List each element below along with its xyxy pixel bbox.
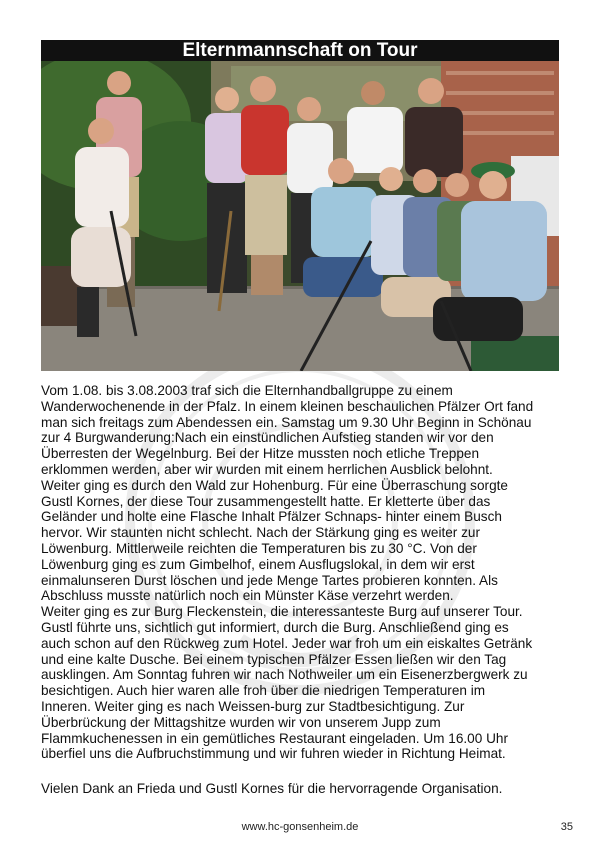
article-line: Vom 1.08. bis 3.08.2003 traf sich die Elternhandballgruppe zu einem: [41, 383, 453, 398]
page-number: 35: [560, 821, 573, 833]
article-line: Gustl Kornes, der diese Tour zusammengestellt hatte. Er kletterte über das: [41, 493, 491, 509]
article-line: einmalunseren Durst löschen und jede Menge Tartes probieren konnten. Als: [41, 572, 498, 588]
page-title: Elternmannschaft on Tour: [41, 40, 559, 61]
article-line: Gustl führte uns, sichtlich gut informiert, durch die Burg. Anschließend ging es: [41, 619, 509, 635]
footer-website-url: www.hc-gonsenheim.de: [241, 821, 359, 833]
article-line: erklommen werden, aber wir wurden mit einem herrlichen Ausblick belohnt.: [41, 461, 493, 477]
article-line: und eine kalte Dusche. Bei einem typischen Pfälzer Essen ließen wir den Tag: [41, 651, 507, 667]
article-line: Inneren. Weiter ging es nach Weissen-burg zur Stadtbesichtigung. Zur: [41, 698, 465, 714]
article-line: überfiel uns die Aufbruchstimmung und wir fuhren wieder in Richtung Heimat.: [41, 746, 506, 762]
article-line: Geländer und holte eine Flasche Inhalt Pfälzer Schnaps- hinter einem Busch: [41, 509, 502, 525]
article-line: Löwenburg ging es zum Gimbelhof, einem Ausflugslokal, in dem wir erst: [41, 556, 475, 572]
article-line: Weiter ging es durch den Wald zur Hohenburg. Für eine Überraschung sorgte: [41, 477, 508, 493]
article-line: Weiter ging es zur Burg Fleckenstein, die interessanteste Burg auf unserer Tour.: [41, 604, 523, 620]
article-line: Löwenburg. Mittlerweile reichten die Temperaturen bis zu 30 °C. Von der: [41, 540, 477, 556]
group-photo: [41, 61, 559, 371]
article-line: zur 4 Burgwanderung:Nach ein einstündlichen Aufstieg standen wir vor den: [41, 430, 494, 446]
article-line: ausklingen. Am Sonntag fuhren wir nach Nothweiler um ein Eisenerzbergwerk zu: [41, 667, 528, 683]
article-line: Überresten der Wegelnburg. Bei der Hitze mussten noch etliche Treppen: [41, 446, 480, 462]
article-line: Flammkuchenessen in ein gemütliches Restaurant eingeladen. Um 16.00 Uhr: [41, 730, 508, 746]
article-line: man sich freitags zum Abendessen ein. Samstag um 9.30 Uhr Beginn in Schönau: [41, 414, 532, 430]
article-body: [41, 383, 566, 762]
article-line: Überbrückung der Mittagshitze wurden wir von unserem Jupp zum: [41, 714, 441, 730]
article-line: Abschluss musste natürlich noch ein Münster Käse verzehrt werden.: [41, 588, 454, 604]
thanks-paragraph: Vielen Dank an Frieda und Gustl Kornes für die hervorragende Organisation.: [41, 781, 503, 796]
article-line: auch schon auf den Rückweg zum Hotel. Jeder war froh um ein eiskaltes Getränk: [41, 635, 533, 651]
article-line: besichtigen. Auch hier waren alle froh über die niedrigen Temperaturen im: [41, 683, 486, 699]
article-line: hervor. Wir staunten nicht schlecht. Nach der Stärkung ging es weiter zur: [41, 525, 480, 541]
article-line: Wanderwochenende in der Pfalz. In einem kleinen beschaulichen Pfälzer Ort fand: [41, 398, 534, 414]
